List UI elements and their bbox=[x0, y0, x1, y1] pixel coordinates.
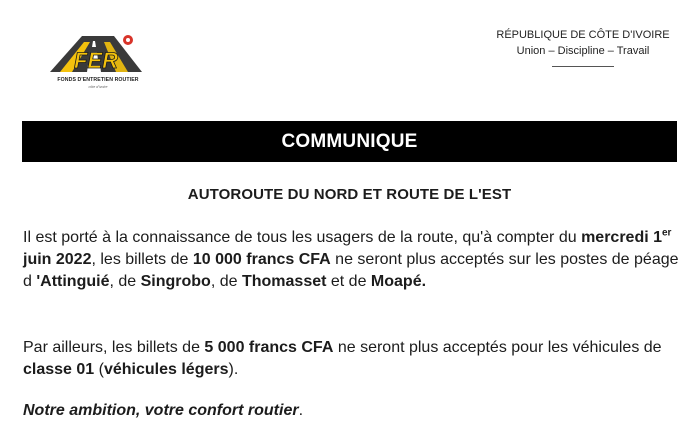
toll-moape: Moapé. bbox=[370, 273, 427, 290]
paragraph-announcement: Il est porté à la connaissance de tous les usagers de la route, qu'à compter du mercredi 1er juin 2022, les billets de 10 000 francs CFA ne seront plus acceptés sur les postes de péage d 'Attinguié, de Singrobo, de Thomasset et de Moapé. bbox=[23, 227, 679, 290]
effective-date: mercredi 1er juin 2022 bbox=[23, 227, 672, 268]
communique-banner bbox=[22, 121, 677, 162]
vehicle-type: véhicules légers bbox=[103, 361, 229, 378]
vehicle-class: classe 01 bbox=[23, 361, 95, 378]
banknote-amount-5000: 5 000 francs CFA bbox=[204, 339, 334, 356]
subject-heading: AUTOROUTE DU NORD ET ROUTE DE L'EST bbox=[187, 186, 512, 203]
header-divider bbox=[552, 66, 614, 67]
closing-slogan: Notre ambition, votre confort routier. bbox=[23, 402, 304, 419]
toll-thomasset: Thomasset bbox=[241, 273, 327, 290]
paragraph-vehicles: Par ailleurs, les billets de 5 000 francs CFA ne seront plus acceptés pour les véhicules de classe 01 (véhicules légers). bbox=[23, 339, 662, 378]
page-title: COMMUNIQUE bbox=[281, 130, 418, 152]
banknote-amount-10000: 10 000 francs CFA bbox=[192, 251, 331, 268]
country-name: RÉPUBLIQUE DE CÔTE D'IVOIRE bbox=[496, 29, 670, 41]
republic-header bbox=[480, 27, 686, 67]
logo-org-name: FONDS D'ENTRETIEN ROUTIER bbox=[57, 77, 139, 83]
toll-singrobo: Singrobo bbox=[140, 273, 211, 290]
toll-attinguie: 'Attinguié bbox=[36, 273, 110, 290]
logo-brand-letters: FER bbox=[74, 48, 118, 73]
national-motto: Union – Discipline – Travail bbox=[516, 45, 650, 57]
ambition-text: Notre ambition, votre confort routier bbox=[23, 402, 299, 419]
fer-logo bbox=[44, 28, 148, 98]
logo-org-tagline: côte d'ivoire bbox=[88, 85, 108, 89]
